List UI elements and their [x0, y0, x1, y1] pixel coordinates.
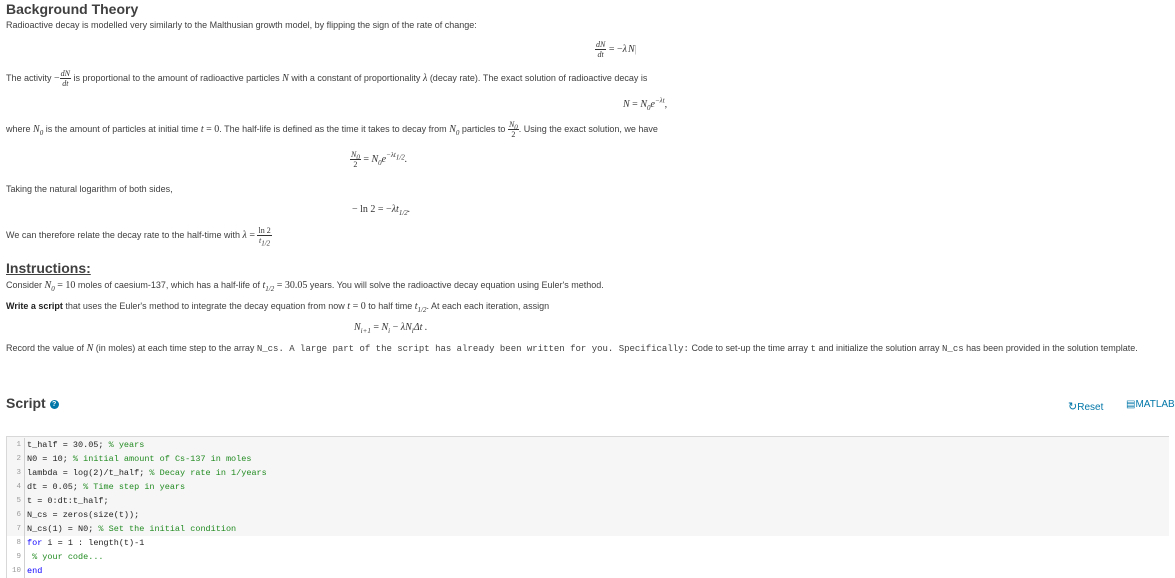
code-line-editable[interactable]: 10 end	[7, 564, 1169, 578]
equation-euler-update: $N_{i+1} = N_i - \lambda N_i\Delta t$ .	[354, 322, 428, 335]
code-line: 4 dt = 0.05; % Time step in years	[16, 482, 186, 492]
reset-icon: ↻	[1068, 401, 1078, 413]
code-line: 3 lambda = log(2)/t_half; % Decay rate in 1/years	[16, 468, 267, 478]
code-line-editable[interactable]: 9 % your code...	[7, 550, 1169, 564]
consider-paragraph: Consider $N_0 = 10$ moles of caesium-137, which has a half-life of $t_{1/2} = 30.05$ years. You will solve the radioactive decay equation using Euler's method.	[6, 280, 604, 293]
where-paragraph: where $N_0$ is the amount of particles at initial time t = 0. The half-life is defined as the time it takes to decay from $N_0$ particles to $\frac{N_0}{2}$ . Using the exact solution, we have	[6, 120, 658, 139]
code-line: 1 t_half = 30.05; % years	[16, 440, 145, 450]
book-icon: ▤	[1126, 399, 1136, 410]
record-paragraph: Record the value of N (in moles) at each time step to the array N_cs. A large part of the script has already been written for you. Specifically: Code to set-up the time array t and initialize the solution array N_cs has been provided in the solution template.	[6, 343, 1138, 354]
equation-exact-solution: $N = N_0e^{-\lambda t}$,	[623, 96, 668, 112]
write-paragraph: Write a script that uses the Euler's method to integrate the decay equation from now t = 0 to half time $t_{1/2}$. At each each iteration, assign	[6, 301, 550, 314]
help-icon[interactable]: ?	[50, 400, 59, 409]
equation-half-life: $\frac{N_0}{2}$ = $N_0e^{-\lambda t_{1/2}}$.	[351, 150, 408, 169]
code-editor[interactable]	[6, 436, 1169, 578]
taking-log-text: Taking the natural logarithm of both sides,	[6, 184, 173, 194]
relate-paragraph: We can therefore relate the decay rate to the half-time with λ = $\frac{\ln 2}{t_{1/2}}$	[6, 226, 271, 248]
script-title: Script ?	[6, 395, 59, 411]
reset-button[interactable]: ↻Reset	[1068, 401, 1104, 413]
background-heading: Background Theory	[6, 1, 139, 17]
code-line: 5 t = 0:dt:t_half;	[16, 496, 109, 506]
code-line: 7 N_cs(1) = N0; % Set the initial condition	[16, 524, 237, 534]
background-intro: Radioactive decay is modelled very similarly to the Malthusian growth model, by flipping the sign of the rate of change:	[6, 20, 477, 30]
equation-decay-ode: $\frac{dN}{dt}$ = −λN|	[596, 40, 637, 59]
code-line: 6 N_cs = zeros(size(t));	[16, 510, 140, 520]
instructions-heading: Instructions:	[6, 260, 91, 276]
equation-log: − $\ln 2 = -\lambda t_{1/2}$.	[352, 204, 411, 217]
matlab-documentation-button[interactable]: ▤MATLAB	[1126, 399, 1175, 410]
activity-paragraph: The activity − $\frac{dN}{dt}$ is proportional to the amount of radioactive particles N with a constant of proportionality λ (decay rate). The exact solution of radioactive decay is	[6, 69, 648, 88]
code-line-editable[interactable]: 8 for i = 1 : length(t)-1	[7, 536, 1169, 550]
code-line: 2 N0 = 10; % initial amount of Cs-137 in moles	[16, 454, 252, 464]
